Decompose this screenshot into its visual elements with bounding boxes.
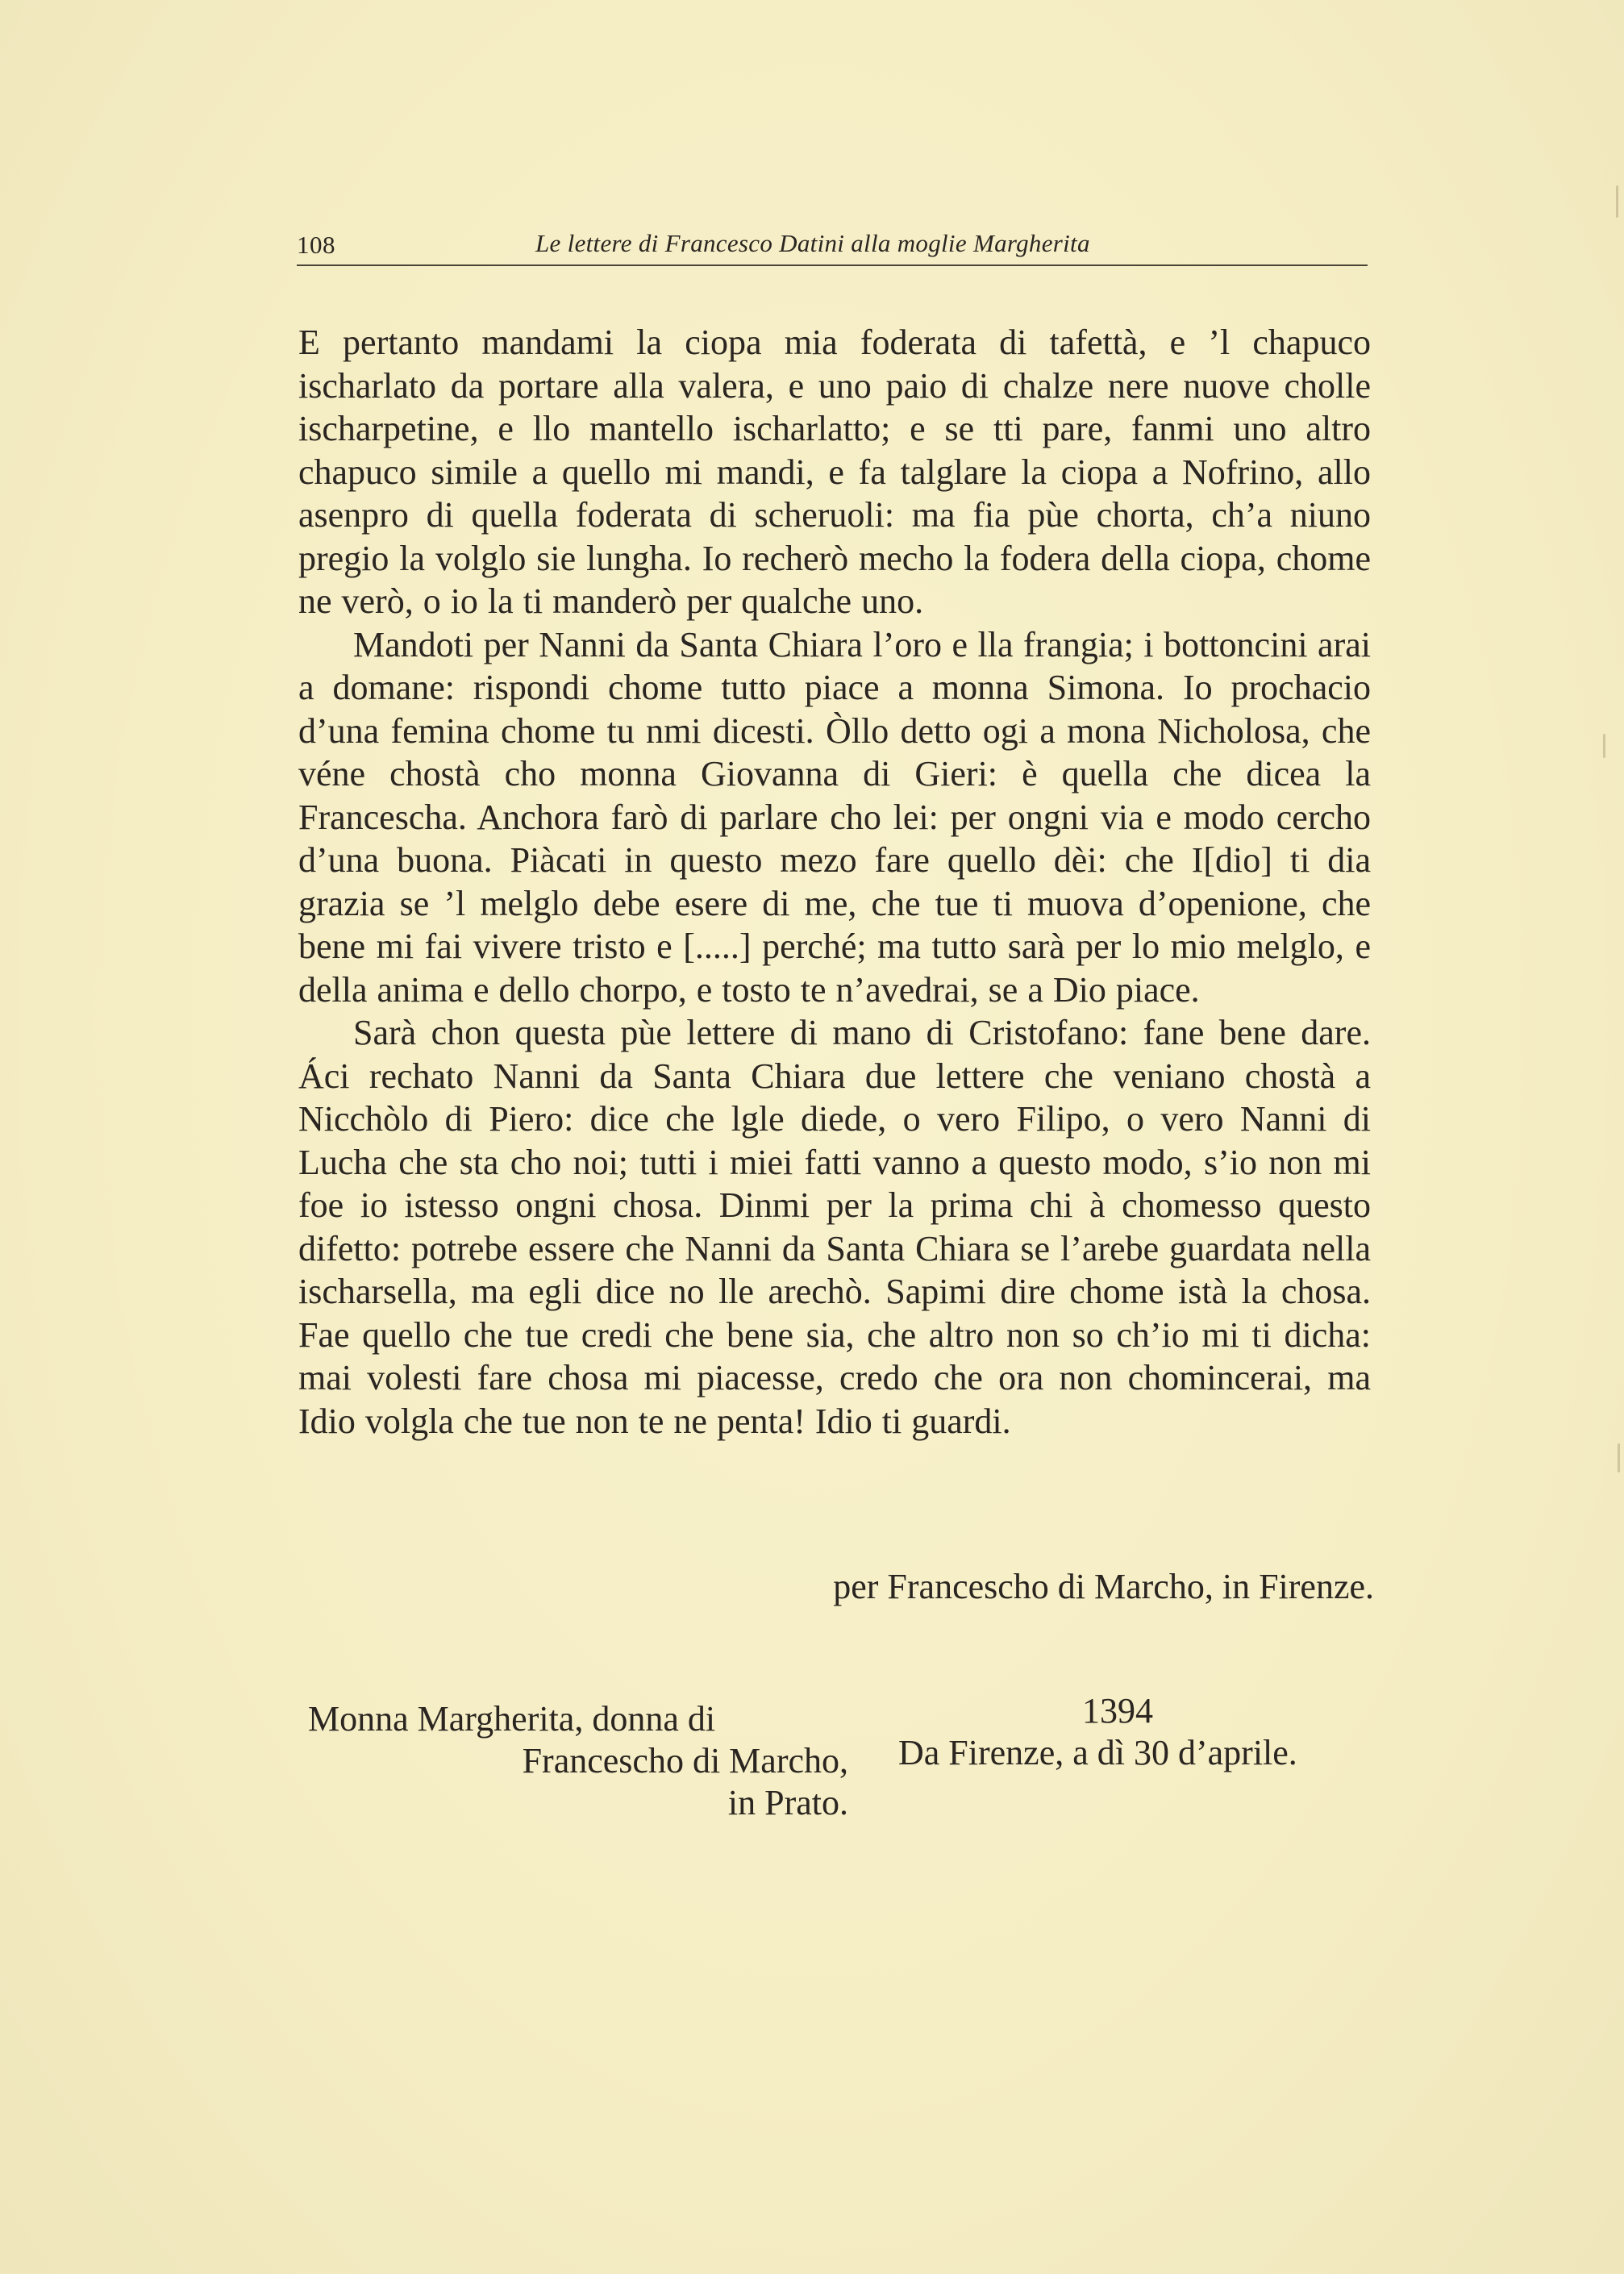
running-title: Le lettere di Francesco Datini alla moglie Margherita	[535, 229, 1090, 257]
address-line-husband: Francescho di Marcho,	[522, 1741, 848, 1780]
dateline-year: 1394	[1082, 1691, 1153, 1730]
signature-line: per Francescho di Marcho, in Firenze.	[833, 1567, 1374, 1606]
letter-body	[298, 321, 1371, 1443]
page-number: 108	[297, 231, 335, 259]
page-edge-mark	[1618, 1443, 1620, 1472]
page-edge-mark	[1603, 734, 1605, 758]
page-edge-mark	[1616, 185, 1618, 218]
paragraph-1: E pertanto mandami la ciopa mia foderata di tafettà, e ’l chapuco ischarlato da portare alla valera, e uno paio di chalze nere nuove cholle ischarpetine, e llo mantello ischarlatto; e se tti pare, fanmi uno altro chapuco simile a quello mi mandi, e fa talglare la ciopa a Nofrino, allo asenpro di quella foderata di scheruoli: ma fia pùe chorta, ch’a niuno pregio la volglo sie lungha. Io recherò mecho la fodera della ciopa, chome ne verò, o io la ti manderò per qualche uno.	[298, 323, 1371, 621]
running-head	[297, 227, 1368, 266]
paragraph-2: Mandoti per Nanni da Santa Chiara l’oro e lla frangia; i bottoncini arai a domane: rispondi chome tutto piace a monna Simona. Io prochacio d’una femina chome tu nmi dicesti. Òllo detto ogi a mona Nicholosa, che véne chostà cho monna Giovanna di Gieri: è quella che dicea la Francescha. Anchora farò di parlare cho lei: per ongni via e modo cercho d’una buona. Piàcati in questo mezo fare quello dèi: che I[dio] ti dia grazia se ’l melglo debe esere di me, che tue ti muova d’openione, che bene mi fai vivere tristo e [.....] perché; ma tutto sarà per lo mio melglo, e della anima e dello chorpo, e tosto te n’avedrai, se a Dio piace.	[298, 624, 1371, 1010]
address-line-recipient: Monna Margherita, donna di	[308, 1699, 716, 1739]
address-block	[308, 1698, 848, 1824]
address-line-city: in Prato.	[727, 1783, 848, 1822]
dateline-place-date: Da Firenze, a dì 30 d’aprile.	[898, 1733, 1297, 1772]
paragraph-3: Sarà chon questa pùe lettere di mano di Cristofano: fane bene dare. Áci rechato Nanni da Santa Chiara due lettere che veniano chostà a Nicchòlo di Piero: dice che lgle diede, o vero Filipo, o vero Nanni di Lucha che sta cho noi; tutti i miei fatti vanno a questo modo, s’io non mi foe io istesso ongni chosa. Dinmi per la prima chi à chomesso questo difetto: potrebe essere che Nanni da Santa Chiara se l’arebe guardata nella ischarsella, ma egli dice no lle arechò. Sapimi dire chome istà la chosa. Fae quello che tue credi che bene sia, che altro non so ch’io mi ti dicha: mai volesti fare chosa mi piacesse, credo che ora non chomincerai, ma Idio volgla che tue non te ne penta! Idio ti guardi.	[298, 1013, 1371, 1441]
dateline-block	[887, 1690, 1371, 1774]
